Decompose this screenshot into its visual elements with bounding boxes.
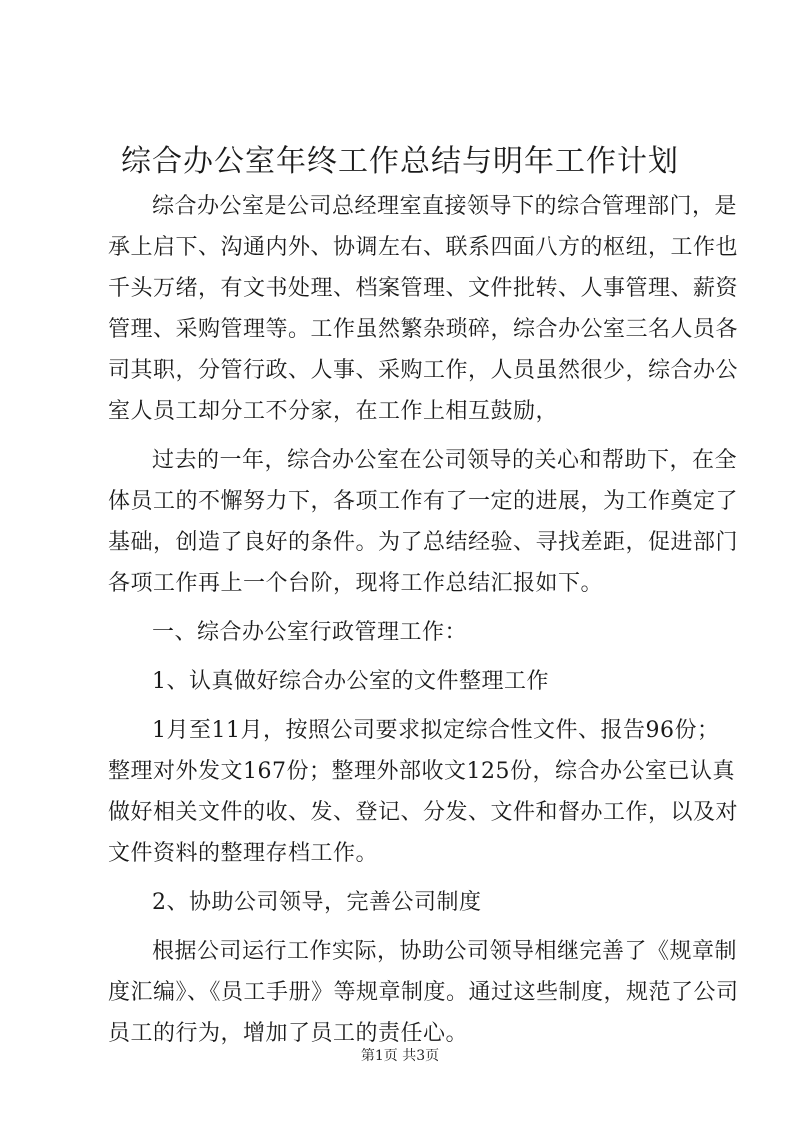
paragraph-line: 整理对外发文167份；整理外部收文125份，综合办公室已认真: [108, 759, 735, 784]
paragraph-line: 承上启下、沟通内外、协调左右、联系四面八方的枢纽，工作也: [108, 235, 739, 260]
paragraph-line: 基础，创造了良好的条件。为了总结经验、寻找差距，促进部门: [108, 530, 739, 555]
document-title: 综合办公室年终工作总结与明年工作计划: [121, 144, 679, 179]
paragraph-line: 1月至11月，按照公司要求拟定综合性文件、报告96份；: [152, 718, 720, 743]
paragraph-line: 做好相关文件的收、发、登记、分发、文件和督办工作，以及对: [108, 800, 739, 825]
subsection-heading: 2、协助公司领导，完善公司制度: [152, 890, 482, 915]
paragraph-line: 体员工的不懈努力下，各项工作有了一定的进展，为工作奠定了: [108, 489, 739, 514]
section-heading: 一、综合办公室行政管理工作：: [152, 620, 468, 645]
paragraph-line: 综合办公室是公司总经理室直接领导下的综合管理部门，是: [152, 194, 738, 219]
paragraph-line: 司其职，分管行政、人事、采购工作，人员虽然很少，综合办公: [108, 358, 739, 383]
document-body: [108, 186, 739, 1054]
paragraph-line: 室人员工却分工不分家，在工作上相互鼓励，: [108, 399, 559, 424]
paragraph-line: 员工的行为，增加了员工的责任心。: [108, 1021, 469, 1046]
paragraph-line: 过去的一年，综合办公室在公司领导的关心和帮助下，在全: [152, 448, 738, 473]
paragraph-line: 文件资料的整理存档工作。: [108, 841, 379, 866]
paragraph-line: 各项工作再上一个台阶，现将工作总结汇报如下。: [108, 571, 604, 596]
paragraph-line: 根据公司运行工作实际，协助公司领导相继完善了《规章制: [152, 939, 738, 964]
page-footer: 第1页 共3页: [360, 1048, 440, 1064]
paragraph-line: 管理、采购管理等。工作虽然繁杂琐碎，综合办公室三名人员各: [108, 317, 739, 342]
paragraph-line: 度汇编》、《员工手册》等规章制度。通过这些制度，规范了公司: [108, 980, 739, 1005]
subsection-heading: 1、认真做好综合办公室的文件整理工作: [152, 669, 549, 694]
paragraph-line: 千头万绪，有文书处理、档案管理、文件批转、人事管理、薪资: [108, 276, 739, 301]
